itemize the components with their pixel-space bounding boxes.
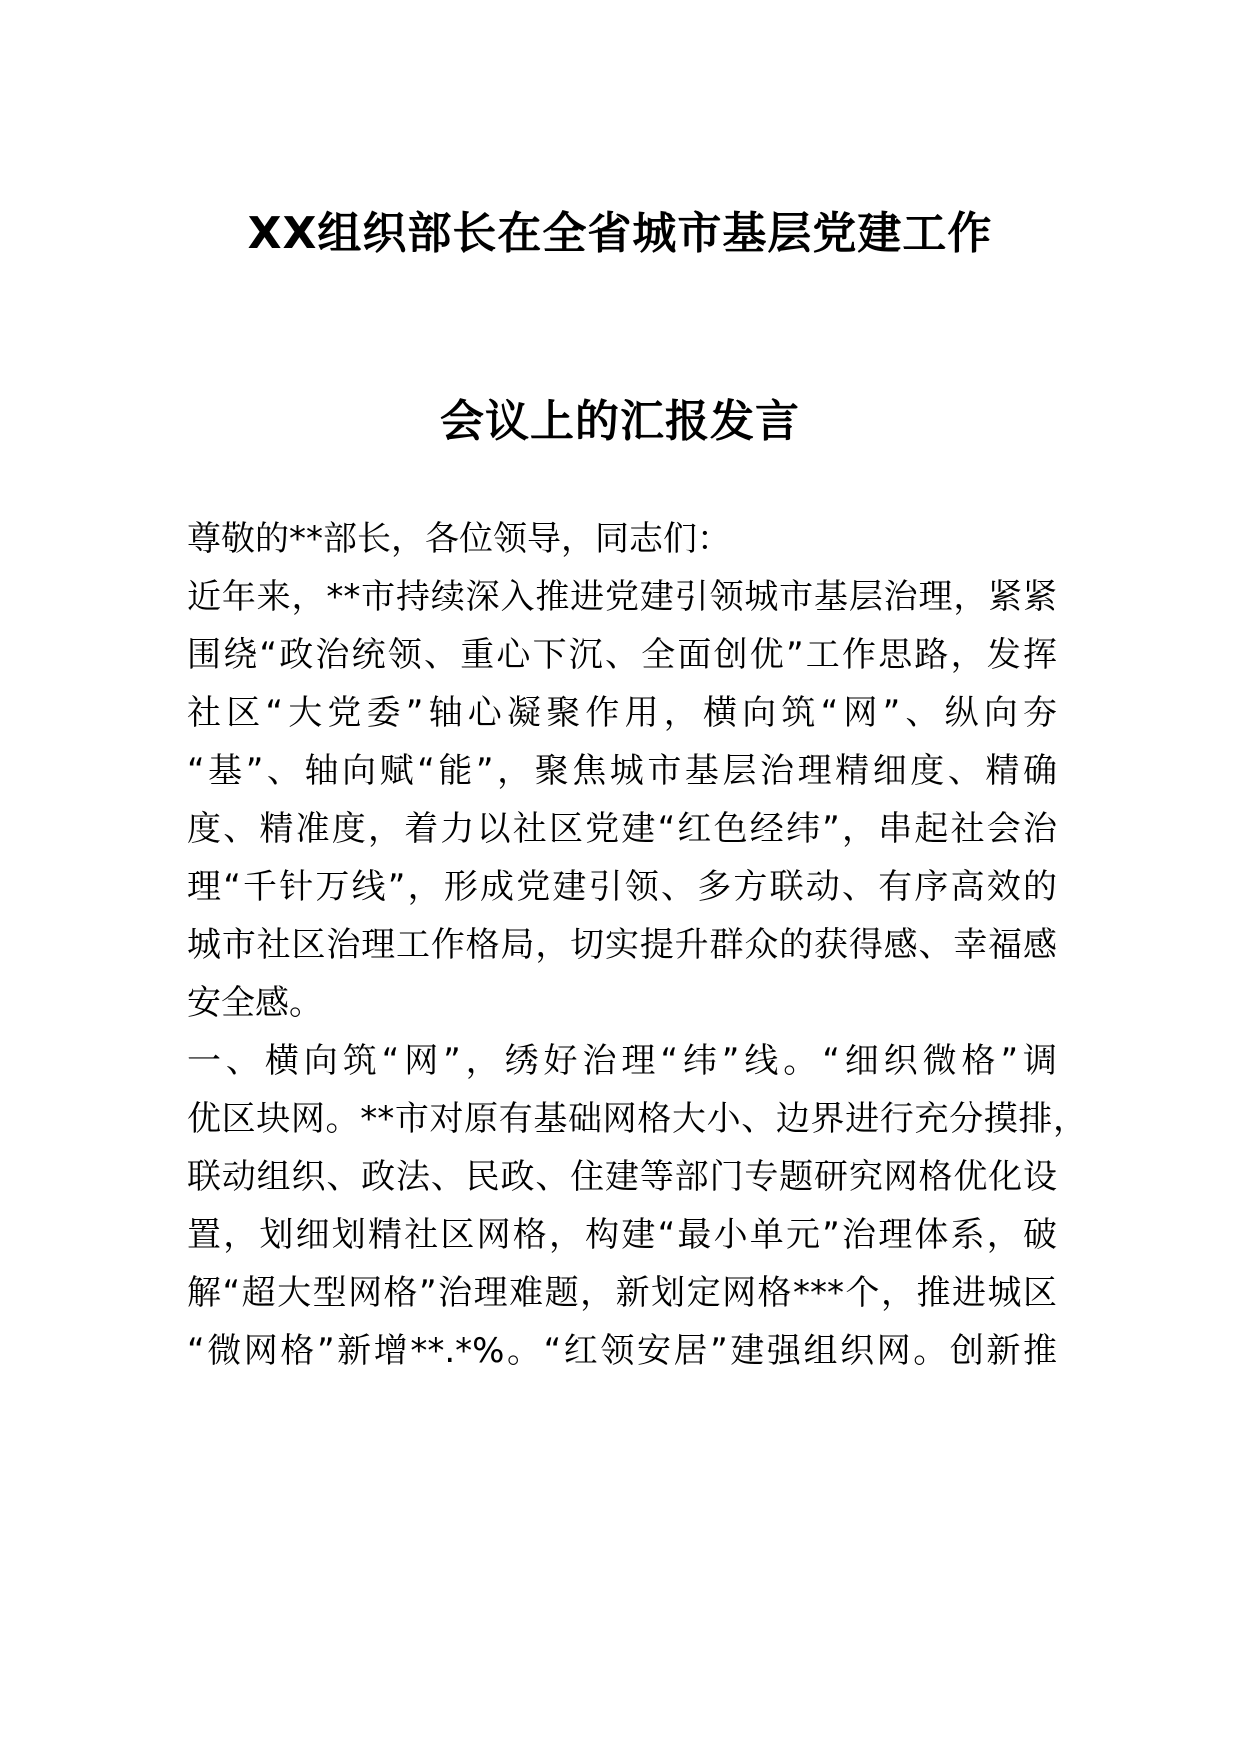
body-line: 联动组织、政法、民政、住建等部门专题研究网格优化设 bbox=[187, 1157, 1057, 1197]
document-title-line-1: XX组织部长在全省城市基层党建工作 bbox=[247, 208, 993, 259]
salutation: 尊敬的**部长，各位领导，同志们： bbox=[187, 519, 731, 559]
document-title-line-2: 会议上的汇报发言 bbox=[440, 396, 800, 447]
body-line: 度、精准度，着力以社区党建“红色经纬”，串起社会治 bbox=[187, 809, 1057, 849]
body-line: 置，划细划精社区网格，构建“最小单元”治理体系，破 bbox=[187, 1215, 1057, 1255]
body-line: 一、横向筑“网”，绣好治理“纬”线。“细织微格”调 bbox=[187, 1041, 1057, 1081]
body-line: 安全感。 bbox=[187, 983, 323, 1023]
body-line: 理“千针万线”，形成党建引领、多方联动、有序高效的 bbox=[187, 867, 1057, 907]
body-line: 社区“大党委”轴心凝聚作用，横向筑“网”、纵向夯 bbox=[187, 693, 1057, 733]
body-line: 围绕“政治统领、重心下沉、全面创优”工作思路，发挥 bbox=[187, 635, 1057, 675]
body-line: 近年来，**市持续深入推进党建引领城市基层治理，紧紧 bbox=[187, 577, 1057, 617]
body-line: “基”、轴向赋“能”，聚焦城市基层治理精细度、精确 bbox=[187, 751, 1057, 791]
body-line: 城市社区治理工作格局，切实提升群众的获得感、幸福感 bbox=[187, 925, 1057, 965]
body-line: 解“超大型网格”治理难题，新划定网格***个，推进城区 bbox=[187, 1273, 1057, 1313]
body-line: “微网格”新增**.*%。“红领安居”建强组织网。创新推 bbox=[187, 1331, 1057, 1371]
body-line: 优区块网。**市对原有基础网格大小、边界进行充分摸排， bbox=[187, 1099, 1087, 1139]
